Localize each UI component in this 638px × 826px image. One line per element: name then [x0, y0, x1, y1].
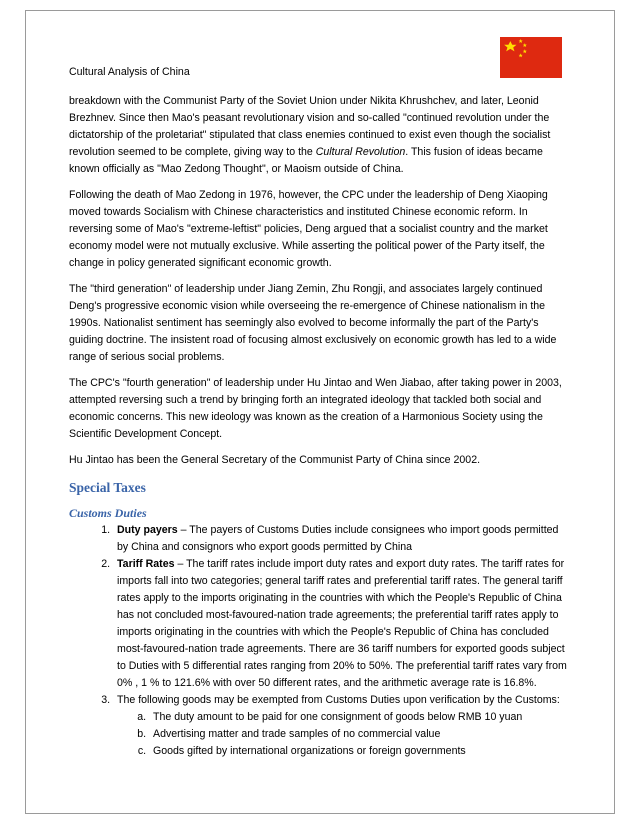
list-item-text: – The payers of Customs Duties include consignees who import goods permitted by China and consignors who export goods permitted by China	[117, 524, 559, 553]
list-item-label: Duty payers	[117, 524, 178, 536]
list-item-text: – The tariff rates include import duty rates and export duty rates. The tariff rates for imports fall into two categories; general tariff rates and preferential tariff rates. The general tariff rates apply to the imports originating in the countries with which the People's Republic of China has not concluded most-favoured-nation trade agreements; the preferential tariff rates apply to imports originating in the countries with which the People's Republic of China has concluded most-favoured-nation trade agreements. There are 36 tariff numbers for exported goods subject to Duties with 5 differential rates ranging from 20% to 50%. The preferential tariff rates vary from 0% , 1 % to 121.6% with over 50 different rates, and the arithmetic average rate is 16.8%.	[117, 558, 567, 689]
sublist-item: b. Advertising matter and trade samples of no commercial value	[149, 726, 567, 743]
list-item-text: The following goods may be exempted from Customs Duties upon verification by the Customs:	[117, 694, 560, 706]
sublist-item: c. Goods gifted by international organizations or foreign governments	[149, 743, 567, 760]
customs-duties-list	[69, 522, 567, 760]
italic-term: Cultural Revolution	[315, 146, 406, 158]
section-heading: Special Taxes	[69, 480, 146, 495]
document-body	[69, 64, 567, 760]
list-item-duty-payers	[113, 522, 567, 556]
paragraph-fourth-generation: The CPC's "fourth generation" of leadership under Hu Jintao and Wen Jiabao, after taking power in 2003, attempted reversing such a trend by bringing forth an integrated ideology that tackled both social and economic concerns. This new ideology was known as the creation of a Harmonious Society using the Scientific Development Concept.	[69, 377, 562, 440]
list-item-tariff-rates	[113, 556, 567, 692]
exemptions-sublist	[117, 709, 567, 760]
paragraph-maoism	[69, 93, 567, 178]
paragraph-deng: Following the death of Mao Zedong in 1976, however, the CPC under the leadership of Deng Xiaoping moved towards Socialism with Chinese characteristics and instituted Chinese economic reform. In reversing some of Mao's "extreme-leftist" policies, Deng argued that a socialist country and the market economy model were not mutually exclusive. While asserting the political power of the Party itself, the change in policy generated significant economic growth.	[69, 189, 548, 269]
paragraph-text: breakdown with the Communist Party of the Soviet Union under Nikita Khrushchev, and later, Leonid Brezhnev. Since then Mao's peasant revolutionary vision and so-called "continued revolution under the dictatorship of the proletariat" stipulated that class enemies continued to exist even though the socialist revolution seemed to be complete, giving way to the	[69, 95, 551, 158]
sublist-item: a. The duty amount to be paid for one consignment of goods below RMB 10 yuan	[149, 709, 567, 726]
list-item-exemptions	[113, 692, 567, 760]
list-item-label: Tariff Rates	[117, 558, 175, 570]
paragraph-third-generation: The "third generation" of leadership under Jiang Zemin, Zhu Rongji, and associates largely continued Deng's progressive economic vision while overseeing the re-emergence of Chinese nationalism in the 1990s. Nationalist sentiment has seemingly also evolved to become informally the part of the Party's guiding doctrine. The insistent road of focusing almost exclusively on economic growth has led to a wide range of serious social problems.	[69, 283, 557, 363]
paragraph-hu-jintao: Hu Jintao has been the General Secretary of the Communist Party of China since 2002.	[69, 454, 481, 466]
paragraph-text: . This fusion of ideas became known officially as "Mao Zedong Thought", or Maoism outside of China.	[69, 146, 543, 175]
document-header-title: Cultural Analysis of China	[69, 66, 190, 78]
subsection-heading: Customs Duties	[69, 506, 147, 520]
